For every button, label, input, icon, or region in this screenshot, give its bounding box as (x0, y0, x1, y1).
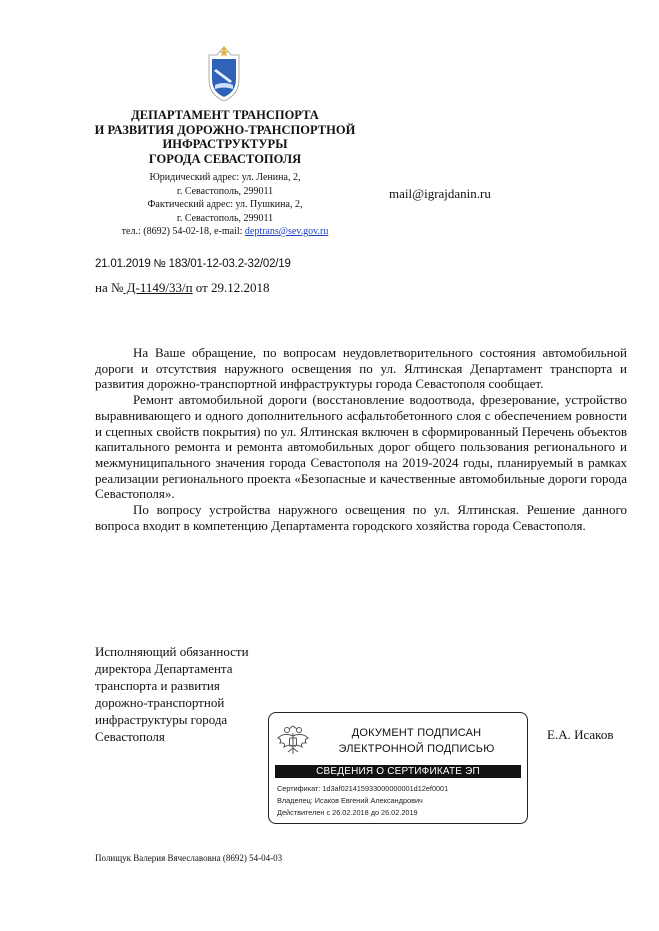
body-paragraph: Ремонт автомобильной дороги (восстановление водоотвода, фрезерование, устройство выравнивающего и одного дополнительного асфальтобетонного слоя с обеспечением ровности и сцепных свойств покрытия) по ул. Ялтинская включен в сформированный Перечень объектов капитального ремонта и ремонта автомобильных дорог общего пользования регионального и межмуниципального значения города Севастополя на 2019-2024 годы, планируемый в рамках реализации регионального проекта «Безопасные и качественные автомобильные дороги города Севастополя». (95, 392, 627, 502)
org-line: ДЕПАРТАМЕНТ ТРАНСПОРТА (131, 108, 319, 122)
position-line: Севастополя (95, 729, 165, 744)
body-paragraph: По вопросу устройства наружного освещения по ул. Ялтинская. Решение данного вопроса входит в компетенцию Департамента городского хозяйства города Севастополя. (95, 502, 627, 533)
actual-address-line: Фактический адрес: ул. Пушкина, 2, (147, 199, 303, 210)
certificate-details (277, 783, 448, 819)
organization-name (70, 108, 380, 166)
reply-number: Д-1149/33/п (123, 280, 193, 295)
executor-contact: Полищук Валерия Вячеславовна (8692) 54-04-03 (95, 853, 283, 863)
phone-text: тел.: (8692) 54-02-18, e-mail: (121, 226, 245, 237)
sevastopol-coat-of-arms-icon (199, 45, 249, 103)
reply-date: от 29.12.2018 (192, 280, 270, 295)
recipient-email: mail@igrajdanin.ru (389, 186, 491, 201)
position-line: директора Департамента (95, 661, 233, 676)
russia-double-headed-eagle-icon (276, 724, 310, 758)
actual-address-city: г. Севастополь, 299011 (176, 212, 274, 224)
address-block (70, 171, 380, 239)
signer-position (95, 643, 285, 745)
stamp-title-line: ДОКУМЕНТ ПОДПИСАН (351, 727, 482, 739)
letter-body (95, 345, 627, 533)
stamp-title (314, 725, 519, 757)
position-line: Исполняющий обязанности (95, 644, 249, 659)
contacts-line (70, 225, 380, 239)
position-line: инфраструктуры города (95, 712, 228, 727)
certificate-section-header: СВЕДЕНИЯ О СЕРТИФИКАТЕ ЭП (275, 765, 521, 778)
reply-reference (95, 280, 270, 296)
org-line: ГОРОДА СЕВАСТОПОЛЯ (148, 151, 302, 166)
body-paragraph: На Ваше обращение, по вопросам неудовлетворительного состояния автомобильной дороги и отсутствия наружного освещения по ул. Ялтинская Департамент транспорта и развития дорожно-транспортной инфраструктуры города Севастополя сообщает. (95, 345, 627, 392)
certificate-validity: Действителен с 26.02.2018 до 26.02.2019 (277, 808, 418, 817)
legal-address-city: г. Севастополь, 299011 (176, 185, 274, 197)
stamp-title-line: ЭЛЕКТРОННОЙ ПОДПИСЬЮ (338, 743, 495, 755)
position-line: дорожно-транспортной (95, 695, 225, 710)
legal-address-line: Юридический адрес: ул. Ленина, 2, (149, 172, 301, 183)
reply-prefix: на № (95, 280, 124, 295)
registration-number: 21.01.2019 № 183/01-12-03.2-32/02/19 (95, 258, 291, 270)
certificate-owner: Владелец: Исаков Евгений Александрович (277, 796, 423, 805)
signer-name: Е.А. Исаков (547, 727, 614, 742)
position-line: транспорта и развития (95, 678, 220, 693)
org-line: И РАЗВИТИЯ ДОРОЖНО-ТРАНСПОРТНОЙ (94, 122, 356, 137)
email-link[interactable]: deptrans@sev.gov.ru (244, 226, 329, 237)
electronic-signature-stamp (268, 712, 528, 824)
org-line: ИНФРАСТРУКТУРЫ (162, 137, 288, 151)
certificate-number: Сертификат: 1d3af021415933000000001d12ef0001 (277, 784, 449, 793)
